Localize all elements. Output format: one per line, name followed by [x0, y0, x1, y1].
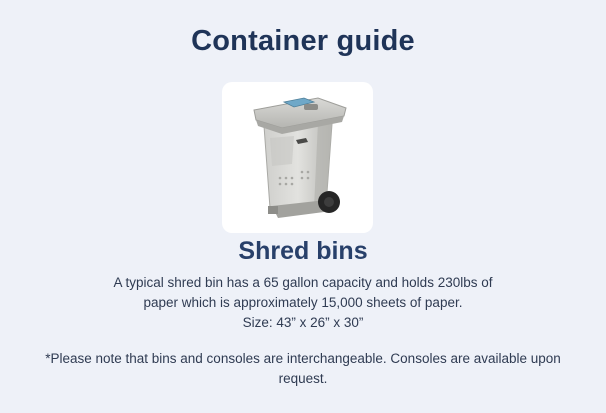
description-line-2: paper which is approximately 15,000 sheets of paper. [143, 295, 463, 310]
product-size: Size: 43” x 26” x 30” [242, 315, 364, 330]
description-line-1: A typical shred bin has a 65 gallon capacity and holds 230lbs of [113, 275, 493, 290]
interchangeable-note: *Please note that bins and consoles are interchangeable. Consoles are available upon request. [45, 351, 561, 386]
shred-bin-image [222, 82, 373, 233]
shred-bin-image-card [222, 82, 373, 233]
product-description [80, 273, 526, 333]
product-name: Shred bins [238, 237, 368, 265]
page-title: Container guide [191, 25, 415, 57]
